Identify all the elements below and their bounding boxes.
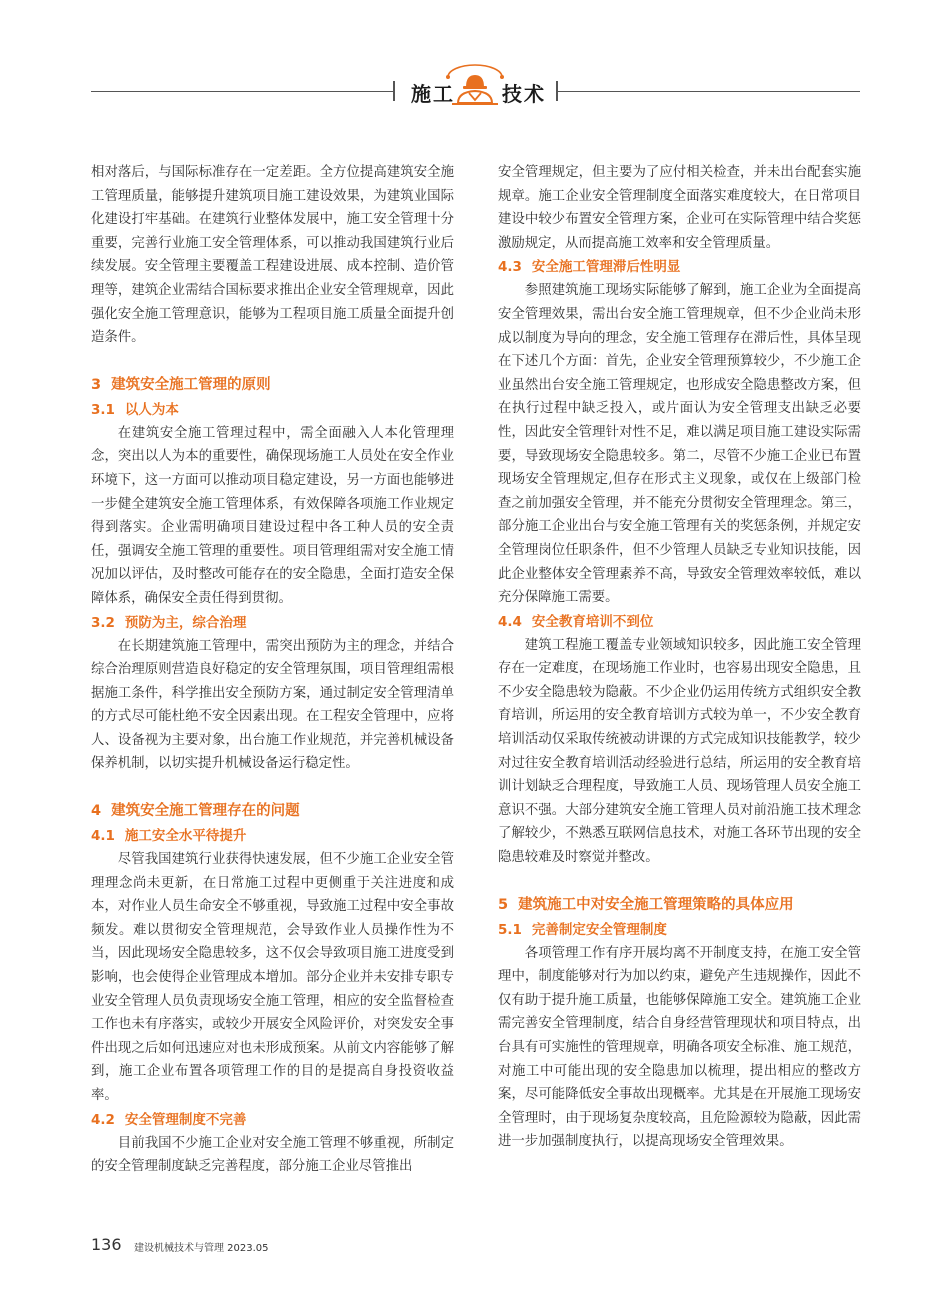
left-column bbox=[91, 161, 454, 1179]
heading-number: 4.1 bbox=[91, 828, 115, 845]
section-label-right: 技术 bbox=[502, 82, 546, 106]
header-tick-left bbox=[393, 81, 395, 101]
heading-text: 预防为主，综合治理 bbox=[124, 614, 247, 631]
body-paragraph: 参照建筑施工现场实际能够了解到，施工企业为全面提高安全管理效果，需出台安全施工管理规章，但不少企业尚未形成以制度为导向的理念，安全施工管理存在滞后性，具体呈现在下述几个方面：首先，企业安全管理预算较少，不少施工企业虽然出台安全施工管理规定，也形成安全隐患整改方案，但在执行过程中缺乏投入，或片面认为安全管理支出缺乏必要性，因此安全管理针对性不足，难以满足项目施工建设实际需要，导致现场安全隐患较多。第二，尽管不少施工企业已布置现场安全管理规定,但存在形式主义现象，或仅在上级部门检查之前加强安全管理，并不能充分贯彻安全管理理念。第三，部分施工企业出台与安全施工管理有关的奖惩条例，并规定安全管理岗位任职条件，但不少管理人员缺乏专业知识技能，因此企业整体安全管理素养不高，导致安全管理效率较低，难以充分保障施工需要。 bbox=[498, 283, 861, 606]
body-paragraph: 建筑工程施工覆盖专业领域知识较多，因此施工安全管理存在一定难度，在现场施工作业时，也容易出现安全隐患，且不少安全隐患较为隐蔽。不少企业仍运用传统方式组织安全教育培训，所运用的安全教育培训方式较为单一，不少安全教育培训活动仅采取传统被动讲课的方式完成知识技能教学，较少对过往安全教育培训活动经验进行总结，所运用的安全教育培训计划缺乏合理程度，导致施工人员、现场管理人员安全施工意识不强。大部分建筑安全施工管理人员对前沿施工技术理念了解较少，不熟悉互联网信息技术，对施工各环节出现的安全隐患较难及时察觉并整改。 bbox=[498, 637, 861, 866]
heading-text: 建筑施工中对安全施工管理策略的具体应用 bbox=[518, 896, 794, 913]
body-paragraph: 安全管理规定，但主要为了应付相关检查，并未出台配套实施规章。施工企业安全管理制度全面落实难度较大，在日常项目建设中较少布置安全管理方案，企业可在实际管理中结合奖惩激励规定，从而提高施工效率和安全管理质量。 bbox=[498, 165, 861, 251]
heading-number: 4.2 bbox=[91, 1111, 115, 1128]
heading-text: 完善制定安全管理制度 bbox=[531, 921, 667, 938]
heading-text: 安全教育培训不到位 bbox=[531, 613, 654, 630]
body-paragraph: 在建筑安全施工管理过程中，需全面融入人本化管理理念，突出以人为本的重要性，确保现场施工人员处在安全作业环境下，这一方面可以推动项目稳定建设，另一方面也能够进一步健全建筑安全施工管理体系，有效保障各项施工作业规定得到落实。企业需明确项目建设过程中各工种人员的安全责任，强调安全施工管理的重要性。项目管理组需对安全施工情况加以评估，及时整改可能存在的安全隐患，全面打造安全保障体系，确保安全责任得到贯彻。 bbox=[91, 425, 454, 606]
journal-info: 建设机械技术与管理 2023.05 bbox=[134, 1243, 269, 1254]
heading-number: 4.4 bbox=[498, 613, 522, 630]
heading-number: 4.3 bbox=[498, 259, 522, 276]
body-paragraph: 各项管理工作有序开展均离不开制度支持，在施工安全管理中，制度能够对行为加以约束，避免产生违规操作，因此不仅有助于提升施工质量，也能够保障施工安全。建筑施工企业需完善安全管理制度，结合自身经营管理现状和项目特点，出台具有可实施性的管理规章，明确各项安全标准、施工规范，对施工中可能出现的安全隐患加以梳理，提出相应的整改方案，尽可能降低安全事故出现概率。尤其是在开展施工现场安全管理时，由于现场复杂度较高，且危险源较为隐蔽，因此需进一步加强制度执行，以提高现场安全管理效果。 bbox=[498, 945, 861, 1150]
construction-worker-svg bbox=[440, 63, 510, 108]
subsection-heading bbox=[498, 255, 861, 279]
subsection-heading bbox=[498, 610, 861, 634]
subsection-heading bbox=[91, 1108, 454, 1132]
heading-text: 安全施工管理滞后性明显 bbox=[531, 259, 681, 276]
heading-text: 安全管理制度不完善 bbox=[124, 1111, 247, 1128]
subsection-heading bbox=[91, 611, 454, 635]
header-rule-right bbox=[557, 91, 860, 92]
page-number: 136 bbox=[91, 1235, 122, 1254]
body-paragraph: 在长期建筑施工管理中，需突出预防为主的理念，并结合综合治理原则营造良好稳定的安全管理氛围，项目管理组需根据施工条件，科学推出安全预防方案，通过制定安全管理清单的方式尽可能杜绝不安全因素出现。在工程安全管理中，应将人、设备视为主要对象，出台施工作业规范，并完善机械设备保养机制，以切实提升机械设备运行稳定性。 bbox=[91, 638, 454, 772]
heading-text: 建筑安全施工管理的原则 bbox=[111, 376, 271, 393]
heading-number: 4 bbox=[91, 803, 102, 820]
heading-number: 5.1 bbox=[498, 921, 522, 938]
section-heading bbox=[498, 892, 861, 918]
page-header bbox=[0, 0, 950, 130]
heading-number: 3 bbox=[91, 376, 102, 393]
right-column bbox=[498, 161, 861, 1154]
subsection-heading bbox=[91, 824, 454, 848]
body-paragraph: 目前我国不少施工企业对安全施工管理不够重视，所制定的安全管理制度缺乏完善程度，部分施工企业尽管推出 bbox=[91, 1135, 454, 1175]
heading-text: 以人为本 bbox=[124, 401, 179, 418]
heading-text: 施工安全水平待提升 bbox=[124, 828, 247, 845]
body-paragraph: 相对落后，与国际标准存在一定差距。全方位提高建筑安全施工管理质量，能够提升建筑项目施工建设效果，为建筑业国际化建设打牢基础。在建筑行业整体发展中，施工安全管理十分重要，完善行业施工安全管理体系，可以推动我国建筑行业后续发展。安全管理主要覆盖工程建设进展、成本控制、造价管理等，建筑企业需结合国标要求推出企业安全管理规章，因此强化安全施工管理意识，能够为工程项目施工质量全面提升创造条件。 bbox=[91, 165, 454, 346]
section-heading bbox=[91, 798, 454, 824]
construction-worker-icon bbox=[440, 63, 510, 108]
heading-number: 3.1 bbox=[91, 401, 115, 418]
header-rule-left bbox=[91, 91, 395, 92]
subsection-heading bbox=[91, 398, 454, 422]
heading-text: 建筑安全施工管理存在的问题 bbox=[111, 803, 300, 820]
section-label-left: 施工 bbox=[411, 82, 455, 106]
heading-number: 5 bbox=[498, 896, 509, 913]
heading-number: 3.2 bbox=[91, 614, 115, 631]
body-paragraph: 尽管我国建筑行业获得快速发展，但不少施工企业安全管理理念尚未更新，在日常施工过程中更侧重于关注进度和成本，对作业人员生命安全不够重视，导致施工过程中安全事故频发。难以贯彻安全管理规范，会导致作业人员操作性为不当，因此现场安全隐患较多，这不仅会导致项目施工进度受到影响，也会使得企业管理成本增加。部分企业并未安排专职专业安全管理人员负责现场安全施工管理，相应的安全监督检查工作也未有序落实，或较少开展安全风险评价，对突发安全事件出现之后如何迅速应对也未形成预案。从前文内容能够了解到，施工企业布置各项管理工作的目的是提高自身投资收益率。 bbox=[91, 852, 454, 1103]
subsection-heading bbox=[498, 918, 861, 942]
section-heading bbox=[91, 372, 454, 398]
